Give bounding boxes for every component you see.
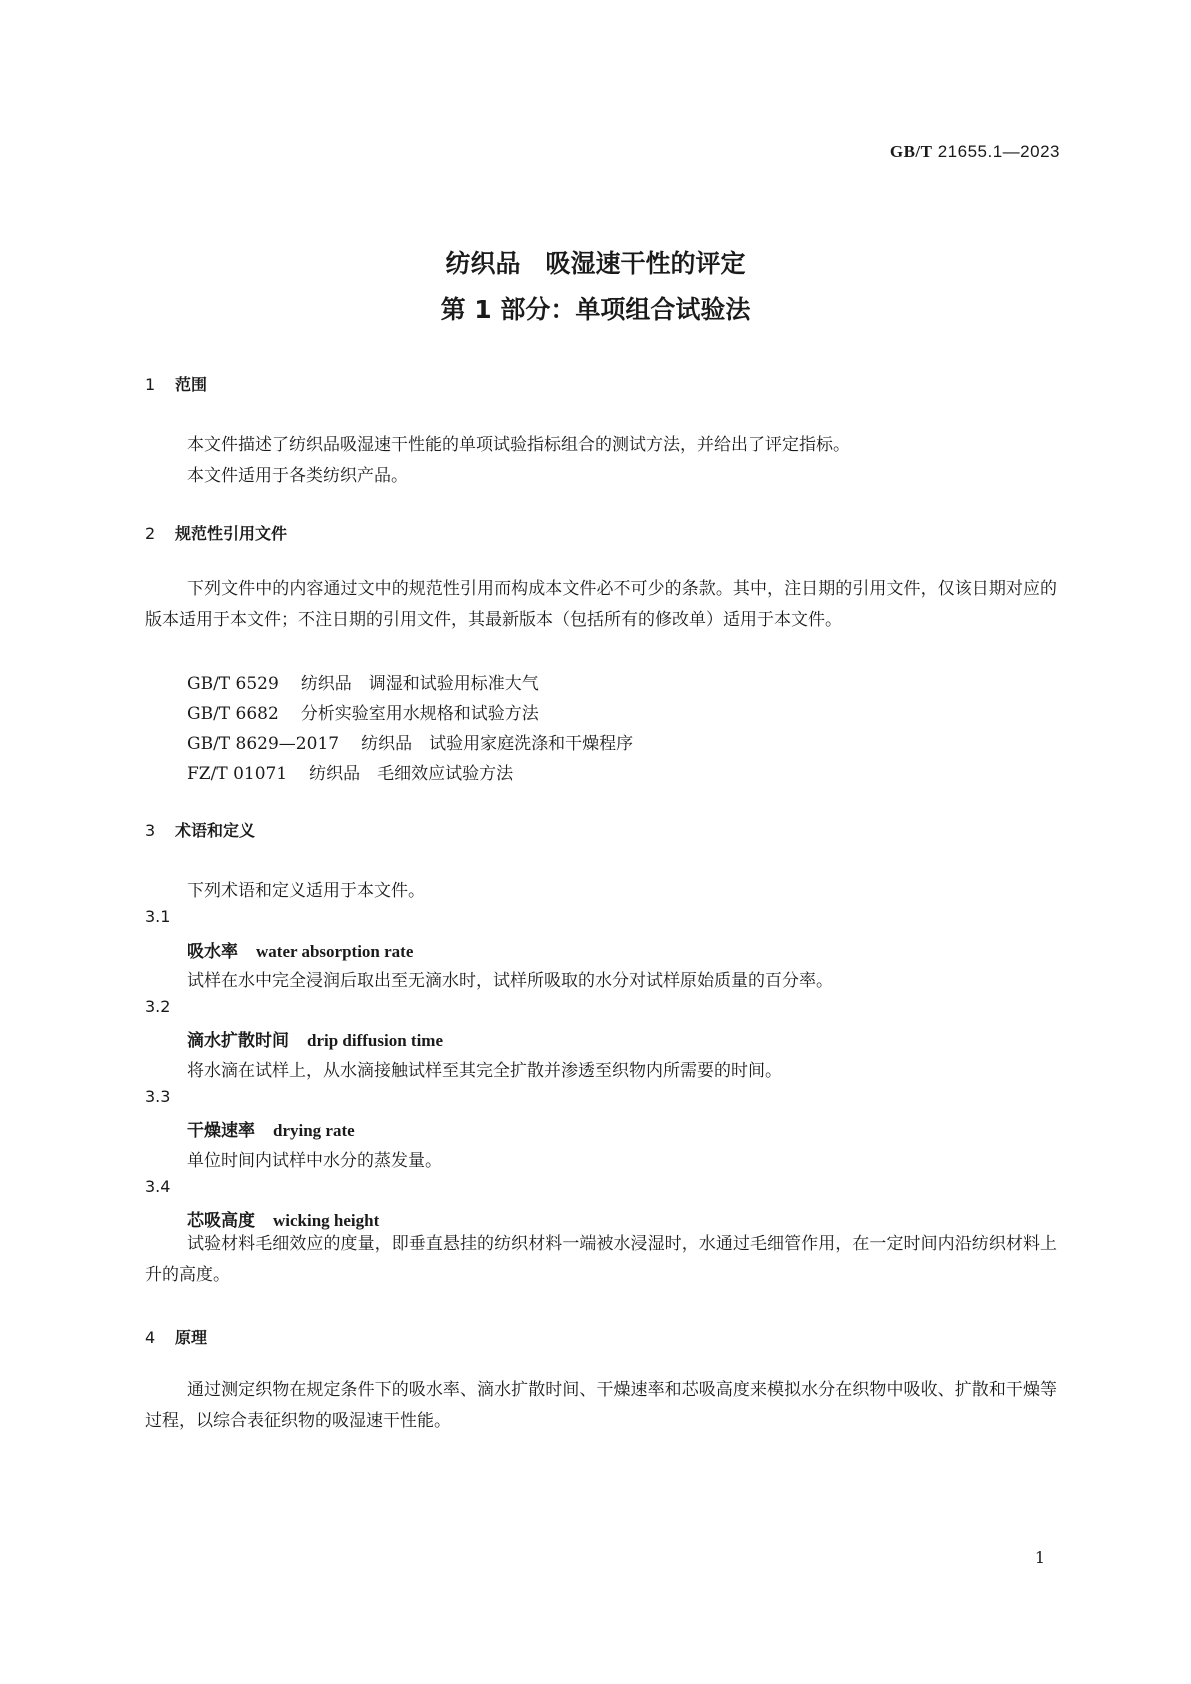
section-2-intro: 下列文件中的内容通过文中的规范性引用而构成本文件必不可少的条款。其中，注日期的引用文件，仅该日期对应的版本适用于本文件；不注日期的引用文件，其最新版本（包括所有的修改单）适用于本文件。 bbox=[145, 579, 1057, 630]
reference-item: GB/T 8629—2017 纺织品 试验用家庭洗涤和干燥程序 bbox=[187, 734, 634, 754]
standard-number: GB/T 21655.1—2023 bbox=[889, 142, 1060, 161]
page-number: 1 bbox=[1034, 1548, 1045, 1567]
term-heading: 滴水扩散时间 drip diffusion time bbox=[187, 1031, 444, 1051]
section-4-heading: 4 原理 bbox=[145, 1328, 208, 1347]
term-number: 3.1 bbox=[145, 907, 171, 926]
reference-item: FZ/T 01071 纺织品 毛细效应试验方法 bbox=[187, 764, 514, 784]
term-heading: 芯吸高度 wicking height bbox=[187, 1211, 380, 1231]
section-1-paragraph-2: 本文件适用于各类纺织产品。 bbox=[187, 466, 408, 486]
document-title-line1: 纺织品 吸湿速干性的评定 bbox=[445, 249, 746, 278]
term-definition: 试样在水中完全浸润后取出至无滴水时，试样所吸取的水分对试样原始质量的百分率。 bbox=[187, 971, 833, 991]
reference-item: GB/T 6529 纺织品 调湿和试验用标准大气 bbox=[187, 674, 539, 694]
term-number: 3.2 bbox=[145, 997, 171, 1016]
document-title-line2: 第 1 部分：单项组合试验法 bbox=[440, 295, 751, 324]
term-number: 3.3 bbox=[145, 1087, 171, 1106]
term-definition: 单位时间内试样中水分的蒸发量。 bbox=[187, 1151, 442, 1171]
term-number: 3.4 bbox=[145, 1177, 171, 1196]
section-1-paragraph-1: 本文件描述了纺织品吸湿速干性能的单项试验指标组合的测试方法，并给出了评定指标。 bbox=[187, 435, 850, 455]
section-2-heading: 2 规范性引用文件 bbox=[145, 524, 288, 543]
reference-item: GB/T 6682 分析实验室用水规格和试验方法 bbox=[187, 704, 539, 724]
section-1-heading: 1 范围 bbox=[145, 375, 208, 394]
term-heading: 干燥速率 drying rate bbox=[187, 1121, 355, 1141]
term-heading: 吸水率 water absorption rate bbox=[187, 942, 414, 962]
section-4-paragraph: 通过测定织物在规定条件下的吸水率、滴水扩散时间、干燥速率和芯吸高度来模拟水分在织物中吸收、扩散和干燥等过程，以综合表征织物的吸湿速干性能。 bbox=[145, 1380, 1057, 1431]
term-definition: 将水滴在试样上，从水滴接触试样至其完全扩散并渗透至织物内所需要的时间。 bbox=[187, 1061, 782, 1081]
section-3-intro: 下列术语和定义适用于本文件。 bbox=[187, 881, 425, 901]
section-3-heading: 3 术语和定义 bbox=[145, 821, 256, 840]
term-definition: 试验材料毛细效应的度量，即垂直悬挂的纺织材料一端被水浸湿时，水通过毛细管作用，在一定时间内沿纺织材料上升的高度。 bbox=[145, 1234, 1057, 1285]
